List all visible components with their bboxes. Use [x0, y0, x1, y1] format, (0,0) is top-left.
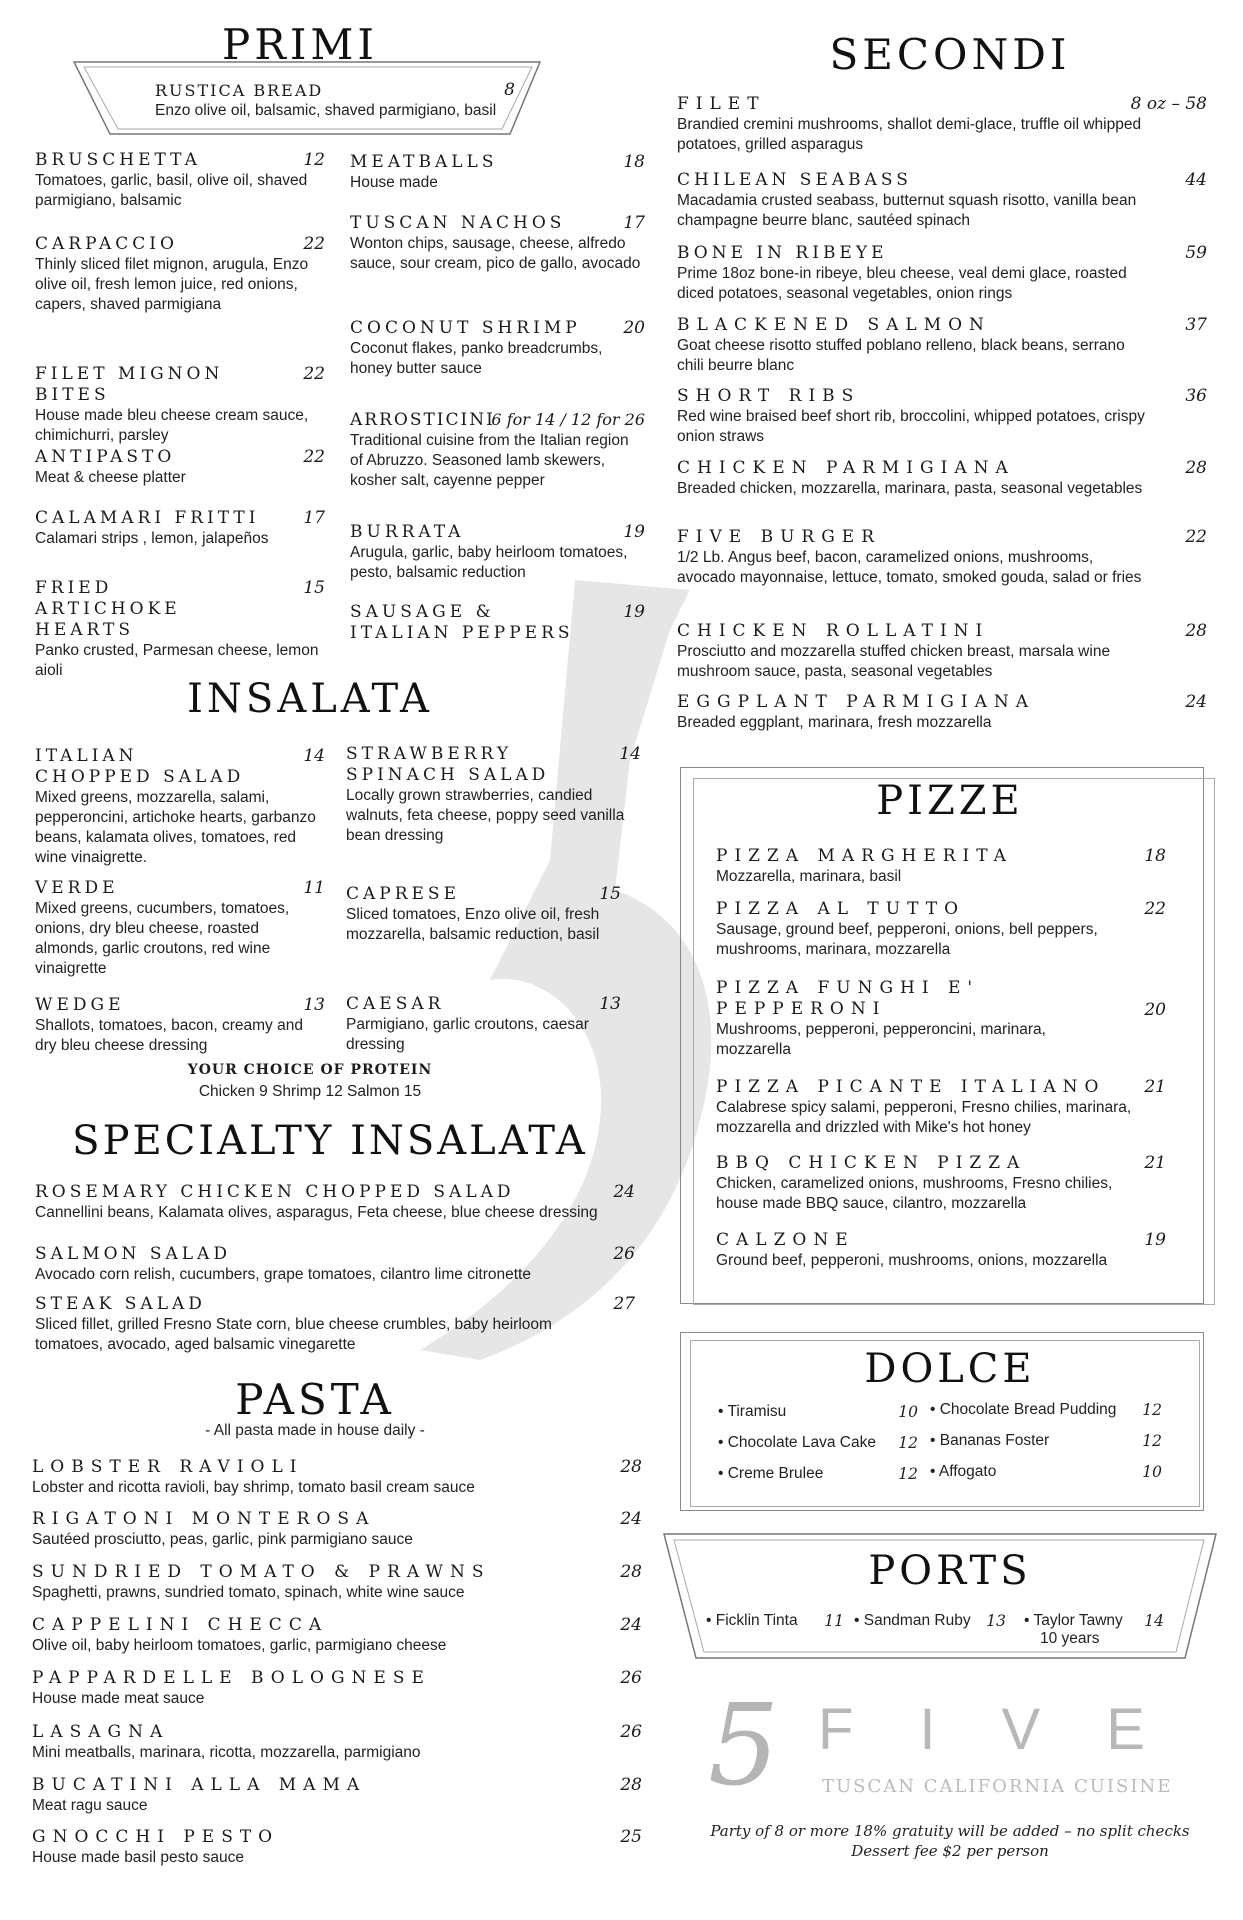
item-desc: Ground beef, pepperoni, mushrooms, onions, mozzarella — [716, 1252, 1108, 1269]
item-desc: Spaghetti, prawns, sundried tomato, spinach, white wine sauce — [32, 1584, 465, 1601]
port-price: 11 — [824, 1612, 844, 1630]
dessert-item — [718, 1434, 918, 1452]
dessert-item — [930, 1401, 1162, 1419]
item-desc: Cannellini beans, Kalamata olives, asparagus, Feta cheese, blue cheese dressing — [35, 1204, 598, 1221]
menu-item — [677, 621, 1207, 682]
item-desc: Wonton chips, sausage, cheese, alfredo sauce, sour cream, pico de gallo, avocado — [350, 235, 641, 272]
item-price: 26 — [620, 1722, 642, 1742]
item-name: WEDGE — [35, 995, 125, 1015]
item-name: CAESAR — [346, 994, 445, 1014]
item-name: FIVE BURGER — [677, 527, 882, 547]
brand-name: FIVE — [818, 1697, 1211, 1762]
item-name: PIZZA MARGHERITA — [716, 846, 1013, 866]
menu-item — [346, 994, 621, 1055]
item-desc: Breaded eggplant, marinara, fresh mozzarella — [677, 714, 992, 731]
item-desc: Sliced tomatoes, Enzo olive oil, fresh mozzarella, balsamic reduction, basil — [346, 906, 600, 943]
dessert-item — [930, 1463, 1162, 1481]
menu-item — [35, 364, 325, 446]
item-name: CHICKEN PARMIGIANA — [677, 458, 1015, 478]
port-price: 14 — [1144, 1612, 1164, 1630]
item-price: 21 — [1144, 1153, 1166, 1173]
item-price: 20 — [1144, 1000, 1166, 1020]
item-price: 37 — [1185, 315, 1207, 335]
item-name: BBQ CHICKEN PIZZA — [716, 1153, 1027, 1173]
menu-item — [35, 234, 325, 315]
dessert-item — [718, 1465, 918, 1483]
item-name: ROSEMARY CHICKEN CHOPPED SALAD — [35, 1182, 515, 1202]
item-desc: Red wine braised beef short rib, broccolini, whipped potatoes, crispy onion straws — [677, 408, 1145, 445]
menu-item — [35, 746, 325, 868]
item-desc: Prosciutto and mozzarella stuffed chicken breast, marsala wine mushroom sauce, pasta, seasonal vegetables — [677, 643, 1111, 680]
item-name: MEATBALLS — [350, 152, 498, 172]
dessert-name: • Creme Brulee — [718, 1465, 824, 1482]
dessert-name: • Bananas Foster — [930, 1432, 1050, 1449]
menu-item — [677, 692, 1207, 733]
item-price: 6 for 14 / 12 for 26 — [491, 410, 645, 429]
port-price: 13 — [986, 1612, 1006, 1630]
menu-item — [32, 1457, 642, 1498]
port-name: • Taylor Tawny — [1024, 1612, 1123, 1629]
footer-gratuity-note: Party of 8 or more 18% gratuity will be added – no split checks — [710, 1822, 1190, 1840]
item-price: 13 — [599, 994, 621, 1014]
item-price: 59 — [1185, 243, 1207, 263]
item-price: 8 oz – 58 — [1130, 94, 1207, 114]
item-price: 19 — [623, 602, 645, 622]
menu-item — [716, 846, 1166, 887]
menu-item — [35, 1182, 635, 1223]
menu-item — [32, 1722, 642, 1763]
item-desc: Sautéed prosciutto, peas, garlic, pink parmigiano sauce — [32, 1531, 413, 1548]
port-item — [1024, 1612, 1164, 1648]
item-desc: Mixed greens, mozzarella, salami, pepperoncini, artichoke hearts, garbanzo beans, kalamata olives, tomatoes, red wine vinaigrette. — [35, 789, 316, 866]
dessert-price: 12 — [1142, 1401, 1162, 1419]
menu-item — [716, 978, 1166, 1060]
item-price: 22 — [1185, 527, 1207, 547]
item-price: 18 — [1144, 846, 1166, 866]
item-price: 12 — [303, 150, 325, 170]
item-name: SUNDRIED TOMATO & PRAWNS — [32, 1562, 491, 1582]
item-name: SAUSAGE & ITALIAN PEPPERS — [350, 602, 574, 643]
menu-item — [35, 578, 325, 681]
secondi-title: SECONDI — [829, 30, 1071, 79]
port-item — [854, 1612, 1006, 1630]
item-name: CALAMARI FRITTI — [35, 508, 260, 528]
item-desc: Breaded chicken, mozzarella, marinara, pasta, seasonal vegetables — [677, 480, 1143, 497]
ports-title: PORTS — [868, 1548, 1032, 1594]
item-price: 14 — [619, 744, 641, 764]
menu-item — [716, 1153, 1166, 1214]
primi-title: PRIMI — [221, 20, 379, 69]
menu-item — [716, 1230, 1166, 1271]
specialty-title: SPECIALTY INSALATA — [72, 1118, 588, 1164]
brand-number: 5 — [708, 1681, 780, 1811]
item-price: 26 — [613, 1244, 635, 1264]
item-price: 18 — [623, 152, 645, 172]
footer-dessert-fee: Dessert fee $2 per person — [851, 1842, 1049, 1860]
menu-item — [35, 150, 325, 211]
item-name: LOBSTER RAVIOLI — [32, 1457, 304, 1477]
item-desc: Macadamia crusted seabass, butternut squash risotto, vanilla bean champagne beurre blanc, sautéed spinach — [677, 192, 1137, 229]
dessert-item — [930, 1432, 1162, 1450]
item-name: SHORT RIBS — [677, 386, 861, 406]
item-price: 22 — [303, 364, 325, 384]
menu-item — [35, 1244, 635, 1285]
item-desc: Mixed greens, cucumbers, tomatoes, onions, dry bleu cheese, roasted almonds, garlic croutons, red wine vinaigrette — [35, 900, 290, 977]
item-desc: Tomatoes, garlic, basil, olive oil, shaved parmigiano, balsamic — [35, 172, 308, 209]
item-price: 28 — [620, 1775, 642, 1795]
item-desc: Goat cheese risotto stuffed poblano relleno, black beans, serrano chili beurre blanc — [677, 337, 1125, 374]
item-name: LASAGNA — [32, 1722, 170, 1742]
menu-item — [677, 94, 1207, 155]
item-name: BRUSCHETTA — [35, 150, 201, 170]
item-desc: House made — [350, 174, 438, 191]
menu-item — [677, 315, 1207, 376]
menu-item — [350, 213, 645, 274]
item-desc: Enzo olive oil, balsamic, shaved parmigiano, basil — [155, 102, 497, 119]
item-name: SALMON SALAD — [35, 1244, 231, 1264]
item-name: PAPPARDELLE BOLOGNESE — [32, 1668, 431, 1688]
item-name: BLACKENED SALMON — [677, 315, 991, 335]
menu-item — [32, 1562, 642, 1603]
dessert-price: 12 — [898, 1465, 918, 1483]
menu-item — [716, 1077, 1166, 1138]
menu-item — [677, 458, 1207, 499]
item-desc: Calamari strips , lemon, jalapeños — [35, 530, 269, 547]
item-name: CALZONE — [716, 1230, 855, 1250]
item-price: 36 — [1185, 386, 1207, 406]
item-name: BURRATA — [350, 522, 465, 542]
dessert-price: 12 — [1142, 1432, 1162, 1450]
menu-item — [677, 386, 1207, 447]
port-name: • Ficklin Tinta — [706, 1612, 798, 1629]
item-desc: House made meat sauce — [32, 1690, 205, 1707]
item-desc: House made basil pesto sauce — [32, 1849, 244, 1866]
item-name: CARPACCIO — [35, 234, 178, 254]
item-name: FILET MIGNON BITES — [35, 364, 224, 405]
item-desc: Traditional cuisine from the Italian region of Abruzzo. Seasoned lamb skewers, kosher salt, cayenne pepper — [350, 432, 629, 489]
menu-item — [716, 899, 1166, 960]
item-desc: Meat & cheese platter — [35, 469, 186, 486]
item-price: 15 — [599, 884, 621, 904]
pasta-title: PASTA — [235, 1375, 395, 1424]
item-desc: Brandied cremini mushrooms, shallot demi-glace, truffle oil whipped potatoes, grilled asparagus — [677, 116, 1142, 153]
menu-item — [35, 878, 325, 979]
menu-item — [35, 1294, 635, 1355]
item-desc: 1/2 Lb. Angus beef, bacon, caramelized onions, mushrooms, avocado mayonnaise, lettuce, tomato, smoked gouda, salad or fries — [677, 549, 1142, 586]
item-name: VERDE — [35, 878, 119, 898]
item-price: 22 — [303, 234, 325, 254]
menu-item — [350, 410, 645, 491]
item-name: EGGPLANT PARMIGIANA — [677, 692, 1035, 712]
item-name: CAPPELINI CHECCA — [32, 1615, 329, 1635]
item-price: 13 — [303, 995, 325, 1015]
item-name: FRIED ARTICHOKE HEARTS — [35, 578, 181, 640]
insalata-title: INSALATA — [187, 676, 433, 722]
item-desc: Mushrooms, pepperoni, pepperoncini, marinara, mozzarella — [716, 1021, 1046, 1058]
dessert-price: 12 — [898, 1434, 918, 1452]
item-desc: Avocado corn relish, cucumbers, grape tomatoes, cilantro lime citronette — [35, 1266, 531, 1283]
item-price: 28 — [620, 1562, 642, 1582]
item-price: 44 — [1185, 170, 1207, 190]
item-desc: Prime 18oz bone-in ribeye, bleu cheese, veal demi glace, roasted diced potatoes, seasonal vegetables, onion rings — [677, 265, 1127, 302]
item-name: GNOCCHI PESTO — [32, 1827, 280, 1847]
item-price: 25 — [620, 1827, 642, 1847]
menu-item — [346, 884, 621, 945]
menu-item — [32, 1775, 642, 1816]
item-name: RIGATONI MONTEROSA — [32, 1509, 376, 1529]
item-name: PIZZA PICANTE ITALIANO — [716, 1077, 1106, 1097]
item-price: 28 — [620, 1457, 642, 1477]
port-note: 10 years — [1040, 1630, 1100, 1647]
menu-item — [677, 170, 1207, 231]
pizze-title: PIZZE — [876, 778, 1024, 824]
item-desc: Olive oil, baby heirloom tomatoes, garlic, parmigiano cheese — [32, 1637, 447, 1654]
dessert-name: • Tiramisu — [718, 1403, 787, 1420]
item-desc: Calabrese spicy salami, pepperoni, Fresno chilies, marinara, mozzarella and drizzled with Mike's hot honey — [716, 1099, 1132, 1136]
item-name: CHICKEN ROLLATINI — [677, 621, 990, 641]
item-desc: Locally grown strawberries, candied walnuts, feta cheese, poppy seed vanilla bean dressing — [346, 787, 625, 844]
menu-item — [32, 1509, 642, 1550]
item-name: ARROSTICINI — [350, 410, 495, 430]
menu-item — [350, 602, 645, 644]
item-price: 28 — [1185, 458, 1207, 478]
port-item — [706, 1612, 844, 1630]
item-name: BONE IN RIBEYE — [677, 243, 888, 263]
dessert-price: 10 — [1142, 1463, 1162, 1481]
item-desc: House made bleu cheese cream sauce, chimichurri, parsley — [35, 407, 309, 444]
item-price: 22 — [303, 447, 325, 467]
item-name: STRAWBERRY SPINACH SALAD — [346, 744, 550, 785]
item-price: 20 — [623, 318, 645, 338]
menu-item — [32, 1615, 642, 1656]
item-price: 17 — [303, 508, 325, 528]
item-price: 19 — [1144, 1230, 1166, 1250]
item-price: 24 — [620, 1509, 642, 1529]
item-desc: Sausage, ground beef, pepperoni, onions, bell peppers, mushrooms, marinara, mozzarella — [716, 921, 1098, 958]
menu-item — [677, 243, 1207, 304]
dessert-name: • Chocolate Bread Pudding — [930, 1401, 1117, 1418]
menu-item — [350, 152, 645, 193]
item-price: 17 — [623, 213, 645, 233]
pasta-subtitle: - All pasta made in house daily - — [205, 1422, 425, 1439]
item-price: 15 — [303, 578, 325, 598]
item-name: ITALIAN CHOPPED SALAD — [35, 746, 245, 787]
item-name: ANTIPASTO — [35, 447, 176, 467]
menu-item — [32, 1827, 642, 1868]
item-price: 8 — [504, 80, 515, 100]
menu-item — [35, 447, 325, 488]
item-name: CHILEAN SEABASS — [677, 170, 912, 190]
item-name: TUSCAN NACHOS — [350, 213, 566, 233]
item-name: RUSTICA BREAD — [155, 81, 324, 100]
dessert-price: 10 — [898, 1403, 918, 1421]
item-desc: Parmigiano, garlic croutons, caesar dressing — [346, 1016, 589, 1053]
item-desc: Lobster and ricotta ravioli, bay shrimp, tomato basil cream sauce — [32, 1479, 475, 1496]
item-desc: Sliced fillet, grilled Fresno State corn, blue cheese crumbles, baby heirloom tomatoes, avocado, aged balsamic vinegarette — [35, 1316, 552, 1353]
item-name: FILET — [677, 94, 766, 114]
item-price: 28 — [1185, 621, 1207, 641]
item-desc: Arugula, garlic, baby heirloom tomatoes, pesto, balsamic reduction — [350, 544, 628, 581]
item-desc: Chicken, caramelized onions, mushrooms, Fresno chilies, house made BBQ sauce, cilantro, mozzarella — [716, 1175, 1113, 1212]
item-price: 24 — [613, 1182, 635, 1202]
dessert-name: • Chocolate Lava Cake — [718, 1434, 876, 1451]
item-name: STEAK SALAD — [35, 1294, 206, 1314]
item-price: 11 — [303, 878, 325, 898]
item-price: 24 — [620, 1615, 642, 1635]
item-name: PIZZA AL TUTTO — [716, 899, 966, 919]
item-price: 19 — [623, 522, 645, 542]
dolce-title: DOLCE — [864, 1346, 1036, 1392]
item-price: 14 — [303, 746, 325, 766]
item-name: COCONUT SHRIMP — [350, 318, 581, 338]
item-desc: Mozzarella, marinara, basil — [716, 868, 902, 885]
item-name: CAPRESE — [346, 884, 460, 904]
item-desc: Shallots, tomatoes, bacon, creamy and dry bleu cheese dressing — [35, 1017, 303, 1054]
item-desc: Panko crusted, Parmesan cheese, lemon aioli — [35, 642, 319, 679]
item-price: 22 — [1144, 899, 1166, 919]
item-price: 27 — [613, 1294, 635, 1314]
menu-item — [346, 744, 641, 846]
menu-item — [35, 995, 325, 1056]
featured-item-rustica-bread — [155, 80, 525, 121]
item-desc: Coconut flakes, panko breadcrumbs, honey butter sauce — [350, 340, 603, 377]
item-desc: Mini meatballs, marinara, ricotta, mozzarella, parmigiano — [32, 1744, 421, 1761]
dessert-name: • Affogato — [930, 1463, 997, 1480]
port-name: • Sandman Ruby — [854, 1612, 971, 1629]
dessert-item — [718, 1403, 918, 1421]
protein-line: Chicken 9 Shrimp 12 Salmon 15 — [198, 1083, 422, 1100]
menu-item — [350, 318, 645, 379]
item-price: 24 — [1185, 692, 1207, 712]
brand-tagline: TUSCAN CALIFORNIA CUISINE — [822, 1776, 1173, 1797]
item-desc: Thinly sliced filet mignon, arugula, Enzo olive oil, fresh lemon juice, red onions, capers, shaved parmigiana — [35, 256, 309, 313]
menu-item — [32, 1668, 642, 1709]
menu-item — [35, 508, 325, 549]
item-price: 26 — [620, 1668, 642, 1688]
item-name: PIZZA FUNGHI E' PEPPERONI — [716, 978, 980, 1019]
menu-item — [677, 527, 1207, 588]
item-name: BUCATINI ALLA MAMA — [32, 1775, 367, 1795]
protein-title: YOUR CHOICE OF PROTEIN — [187, 1062, 433, 1078]
item-price: 21 — [1144, 1077, 1166, 1097]
item-desc: Meat ragu sauce — [32, 1797, 148, 1814]
menu-item — [350, 522, 645, 583]
